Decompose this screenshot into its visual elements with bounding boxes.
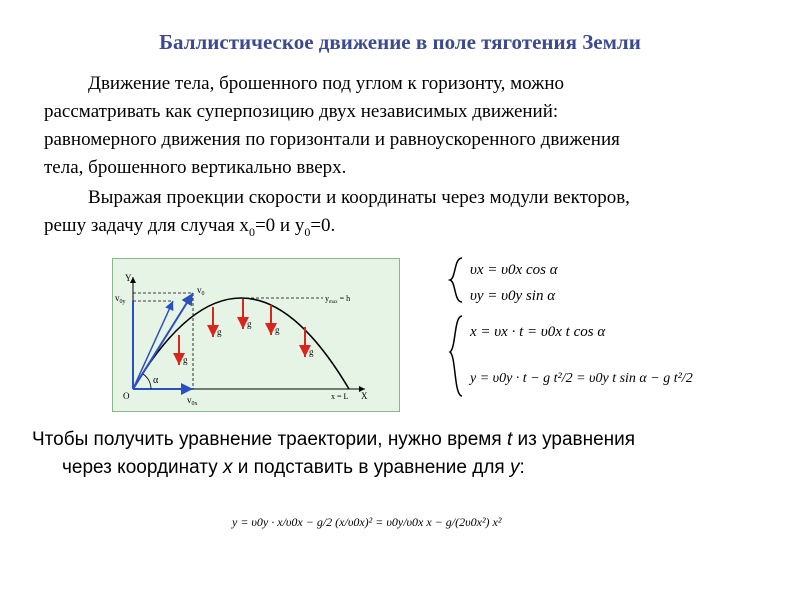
ymax-sub: max [329,300,338,305]
trajectory-equation [230,486,550,556]
svg-text:v0y [115,293,126,305]
para3-line2c: и подставить в уравнение для [232,457,510,478]
equation-system [440,248,770,408]
final-equation-text: y = υ0y · x/υ0x − g/2 (x/υ0x)² = υ0y/υ0x x − g/(2υ0x²) x² [232,515,502,529]
trajectory-paragraph [32,426,772,482]
v0-vector [133,293,193,389]
trajectory-diagram [112,258,400,412]
origin-label: O [123,391,130,401]
g-label-5: g [309,347,314,357]
para1-line4: тела, брошенного вертикально вверх. [44,157,347,178]
para2-line1: Выражая проекции скорости и координаты через модули векторов, [88,187,630,208]
g-label-2: g [217,327,222,337]
para3-line1c: из уравнения [512,429,636,450]
axis-x-label: X [361,391,368,401]
alpha-label: α [153,375,159,386]
v0-label: v [197,285,202,295]
para1-line2: рассматривать как суперпозицию двух независимых движений: [44,101,559,122]
para1-line3: равномерного движения по горизонтали и равноускоренного движения [44,129,620,150]
v0-sub: 0 [201,291,205,297]
subscript-y0: 0 [304,224,311,239]
task-paragraph [44,184,764,246]
equation-2: υy = υ0y sin α [470,288,556,304]
equation-1: υx = υ0x cos α [470,262,558,278]
equation-3: x = υx · t = υ0x t cos α [470,324,606,340]
v0x-sub: 0x [191,401,198,407]
v0x-label: v [187,395,192,405]
svg-text:ymax = h [325,294,350,305]
g-label-1: g [183,355,188,365]
para3-x: x [223,457,233,478]
para3-line2e: : [519,457,525,478]
xL-label: x = L [331,392,349,401]
para2-line2c: =0. [310,215,336,236]
svg-text:v0x [187,395,198,407]
trajectory-curve [133,298,349,389]
ymax-label: y [325,294,329,303]
para3-y: y [509,457,520,478]
para3-t: t [506,429,513,450]
para2-line2b: =0 и y [254,215,305,236]
page-title: Баллистическое движение в поле тяготения Земли [159,30,641,54]
para3-line1a: Чтобы получить уравнение траектории, нужно время [32,429,507,450]
g-label-4: g [275,325,280,335]
equation-4: y = υ0y · t − g t²/2 = υ0y t sin α − g t²/2 [470,371,693,386]
para2-line2a: решу задачу для случая x [44,215,249,236]
ymax-eq: = h [337,294,351,303]
trajectory-svg [113,259,401,413]
v0y-sub: 0y [119,299,126,305]
axis-y-label: Y [125,273,132,283]
intro-paragraph [44,70,764,182]
subscript-x0: 0 [248,224,255,239]
para1-line1: Движение тела, брошенного под углом к горизонту, можно [88,73,565,94]
g-label-3: g [247,319,252,329]
v0y-label: v [115,293,120,303]
svg-text:v0 [197,285,205,297]
para3-line2a: через координату [62,457,223,478]
